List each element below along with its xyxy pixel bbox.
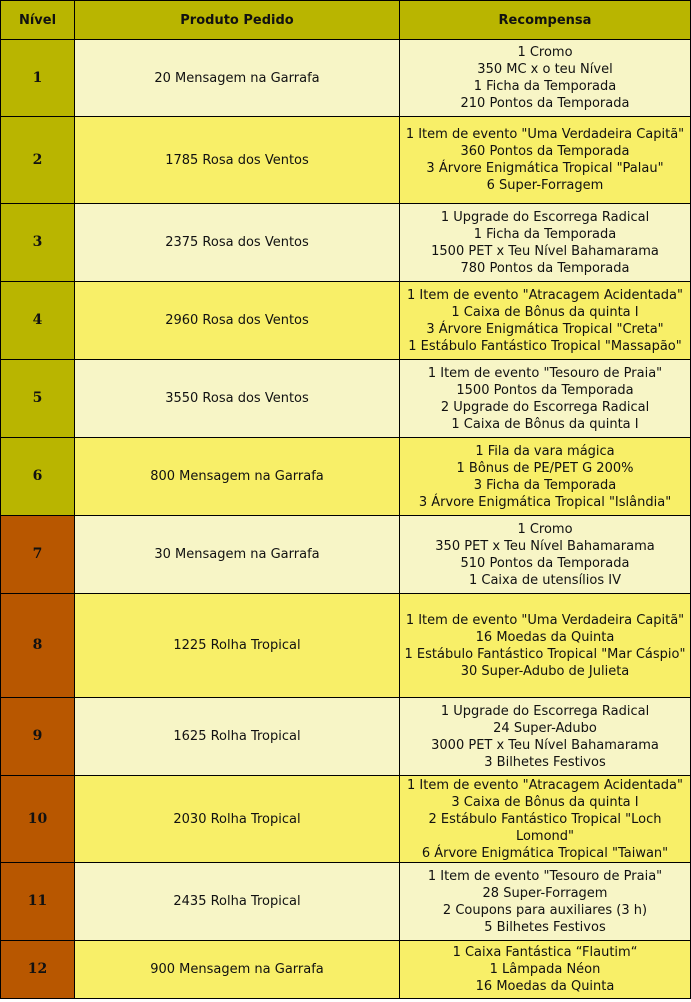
reward-item: 360 Pontos da Temporada (460, 144, 630, 159)
reward-cell (400, 776, 691, 863)
level-cell: 2 (1, 117, 75, 204)
product-cell: 1225 Rolha Tropical (75, 594, 400, 698)
reward-item: 28 Super-Forragem (482, 885, 608, 901)
reward-item: 1 Ficha da Temporada (473, 226, 617, 242)
level-cell: 6 (1, 438, 75, 516)
level-cell: 4 (1, 282, 75, 360)
level-cell: 10 (1, 776, 75, 863)
reward-item: 350 PET x Teu Nível Bahamarama (435, 538, 655, 554)
level-cell: 9 (1, 698, 75, 776)
reward-item: 1 Caixa de Bônus da quinta I (451, 304, 639, 320)
reward-item: 1 Caixa Fantástica “Flautim“ (452, 945, 638, 960)
level-cell: 12 (1, 941, 75, 999)
reward-item: 1 Item de evento "Uma Verdadeira Capitã" (405, 127, 685, 142)
table-row (1, 863, 691, 941)
reward-cell (400, 282, 691, 360)
table-body (1, 40, 691, 999)
table-row (1, 360, 691, 438)
reward-item: 1 Bônus de PE/PET G 200% (456, 460, 634, 476)
product-cell: 2960 Rosa dos Ventos (75, 282, 400, 360)
product-cell: 2030 Rolha Tropical (75, 776, 400, 863)
table-row (1, 282, 691, 360)
reward-cell (400, 204, 691, 282)
reward-item: 1 Item de evento "Atracagem Acidentada" (406, 777, 683, 793)
reward-cell (400, 360, 691, 438)
reward-item: 1 Ficha da Temporada (473, 79, 617, 94)
table-row (1, 516, 691, 594)
reward-cell (400, 40, 691, 117)
level-cell: 1 (1, 40, 75, 117)
reward-item: 1 Item de evento "Uma Verdadeira Capitã" (405, 612, 685, 628)
reward-item: 30 Super-Adubo de Julieta (460, 663, 630, 679)
level-cell: 7 (1, 516, 75, 594)
reward-item: 1 Cromo (517, 45, 573, 60)
header-product: Produto Pedido (75, 1, 400, 40)
reward-item: 1 Item de evento "Tesouro de Praia" (427, 868, 663, 884)
table-row (1, 941, 691, 999)
reward-item: 210 Pontos da Temporada (460, 96, 630, 111)
reward-item: 3 Bilhetes Festivos (484, 754, 606, 770)
reward-item: 1 Caixa de Bônus da quinta I (451, 416, 639, 432)
product-cell: 20 Mensagem na Garrafa (75, 40, 400, 117)
reward-item: 1500 Pontos da Temporada (456, 382, 634, 398)
product-cell: 3550 Rosa dos Ventos (75, 360, 400, 438)
header-reward: Recompensa (400, 1, 691, 40)
reward-item: 3 Caixa de Bônus da quinta I (451, 794, 639, 810)
table-row (1, 40, 691, 117)
reward-item: 1 Estábulo Fantástico Tropical "Massapão" (408, 338, 682, 354)
reward-cell (400, 516, 691, 594)
level-cell: 5 (1, 360, 75, 438)
reward-item: 780 Pontos da Temporada (460, 260, 630, 276)
level-cell: 8 (1, 594, 75, 698)
reward-item: 24 Super-Adubo (493, 720, 597, 736)
reward-item: 1 Cromo (517, 521, 573, 537)
product-cell: 1625 Rolha Tropical (75, 698, 400, 776)
reward-item: 6 Super-Forragem (486, 178, 604, 193)
reward-item: 1 Item de evento "Tesouro de Praia" (427, 365, 663, 381)
reward-cell (400, 594, 691, 698)
reward-cell (400, 941, 691, 999)
table-header (1, 1, 691, 40)
reward-item: 6 Árvore Enigmática Tropical "Taiwan" (421, 845, 669, 861)
reward-item: 1 Lâmpada Néon (489, 962, 601, 977)
table-row (1, 438, 691, 516)
table-row (1, 594, 691, 698)
table-row (1, 204, 691, 282)
reward-item: 1500 PET x Teu Nível Bahamarama (431, 243, 659, 259)
reward-cell (400, 698, 691, 776)
reward-cell (400, 438, 691, 516)
reward-item: 3000 PET x Teu Nível Bahamarama (431, 737, 659, 753)
reward-item: 16 Moedas da Quinta (475, 629, 615, 645)
reward-item: 350 MC x o teu Nível (477, 62, 613, 77)
reward-item: 5 Bilhetes Festivos (484, 919, 606, 935)
reward-item: 1 Upgrade do Escorrega Radical (440, 209, 650, 225)
product-cell: 800 Mensagem na Garrafa (75, 438, 400, 516)
product-cell: 2435 Rolha Tropical (75, 863, 400, 941)
reward-item: 3 Árvore Enigmática Tropical "Palau" (426, 161, 664, 176)
header-level: Nível (1, 1, 75, 40)
reward-item: 1 Upgrade do Escorrega Radical (440, 703, 650, 719)
reward-item: 2 Estábulo Fantástico Tropical "Loch Lomond" (428, 811, 662, 844)
level-cell: 11 (1, 863, 75, 941)
reward-item: 1 Estábulo Fantástico Tropical "Mar Cáspio" (404, 646, 686, 662)
product-cell: 1785 Rosa dos Ventos (75, 117, 400, 204)
reward-item: 2 Upgrade do Escorrega Radical (440, 399, 650, 415)
level-cell: 3 (1, 204, 75, 282)
table-row (1, 117, 691, 204)
reward-item: 2 Coupons para auxiliares (3 h) (442, 902, 648, 918)
product-cell: 2375 Rosa dos Ventos (75, 204, 400, 282)
table-row (1, 776, 691, 863)
reward-item: 3 Ficha da Temporada (473, 477, 617, 493)
product-cell: 900 Mensagem na Garrafa (75, 941, 400, 999)
reward-item: 3 Árvore Enigmática Tropical "Creta" (426, 321, 664, 337)
product-cell: 30 Mensagem na Garrafa (75, 516, 400, 594)
header-row (1, 1, 691, 40)
reward-item: 510 Pontos da Temporada (460, 555, 630, 571)
table-row (1, 698, 691, 776)
reward-cell (400, 117, 691, 204)
reward-item: 1 Caixa de utensílios IV (468, 572, 621, 588)
reward-item: 1 Item de evento "Atracagem Acidentada" (406, 287, 683, 303)
reward-item: 16 Moedas da Quinta (475, 979, 615, 994)
reward-item: 3 Árvore Enigmática Tropical "Islândia" (418, 494, 672, 510)
reward-item: 1 Fila da vara mágica (475, 443, 615, 459)
reward-cell (400, 863, 691, 941)
